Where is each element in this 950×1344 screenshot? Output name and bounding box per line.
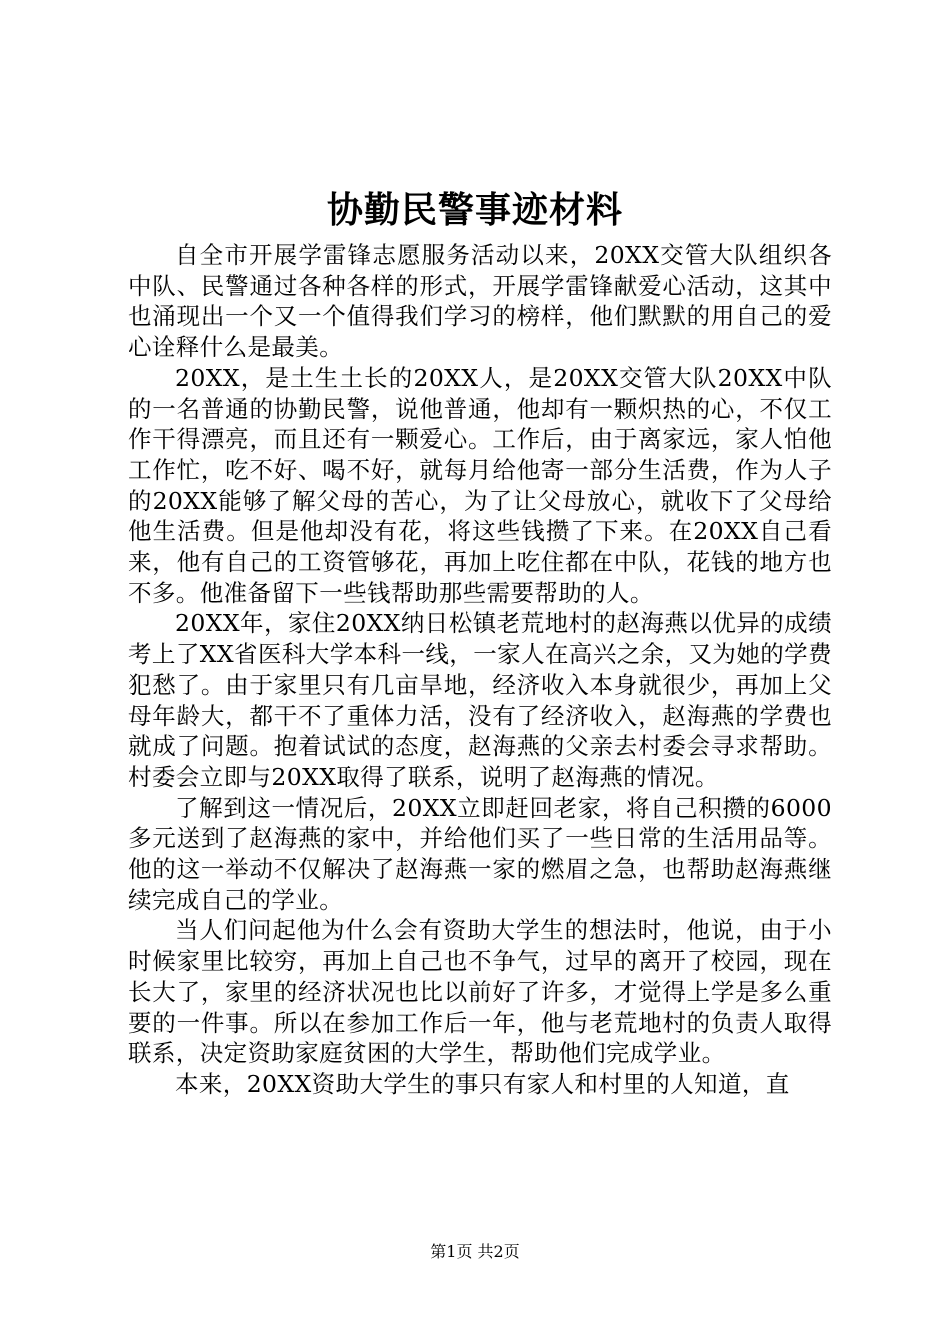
paragraph-5: 当人们问起他为什么会有资助大学生的想法时，他说，由于小时候家里比较穷，再加上自己也不争气，过早的离开了校园，现在长大了，家里的经济状况也比以前好了许多，才觉得上学是多么重要的一件事。所以在参加工作后一年，他与老荒地村的负责人取得联系，决定资助家庭贫困的大学生，帮助他们完成学业。 (128, 916, 832, 1068)
document-title: 协勤民警事迹材料 (326, 189, 623, 231)
document-body (128, 240, 832, 1100)
paragraph-1: 自全市开展学雷锋志愿服务活动以来，20XX交管大队组织各中队、民警通过各种各样的形式，开展学雷锋献爱心活动，这其中也涌现出一个又一个值得我们学习的榜样，他们默默的用自己的爱心诠释什么是最美。 (128, 241, 832, 362)
page-number-footer: 第1页 共2页 (430, 1242, 520, 1261)
paragraph-6: 本来，20XX资助大学生的事只有家人和村里的人知道，直 (175, 1069, 790, 1098)
paragraph-3: 20XX年，家住20XX纳日松镇老荒地村的赵海燕以优异的成绩考上了XX省医科大学本科一线，一家人在高兴之余，又为她的学费犯愁了。由于家里只有几亩旱地，经济收入本身就很少，再加上父母年龄大，都干不了重体力活，没有了经济收入，赵海燕的学费也就成了问题。抱着试试的态度，赵海燕的父亲去村委会寻求帮助。村委会立即与20XX取得了联系，说明了赵海燕的情况。 (128, 609, 832, 791)
paragraph-4: 了解到这一情况后，20XX立即赶回老家，将自己积攒的6000多元送到了赵海燕的家中，并给他们买了一些日常的生活用品等。他的这一举动不仅解决了赵海燕一家的燃眉之急，也帮助赵海燕继续完成自己的学业。 (128, 793, 832, 914)
paragraph-2: 20XX，是土生土长的20XX人，是20XX交管大队20XX中队的一名普通的协勤民警，说他普通，他却有一颗炽热的心，不仅工作干得漂亮，而且还有一颗爱心。工作后，由于离家远，家人怕他工作忙，吃不好、喝不好，就每月给他寄一部分生活费，作为人子的20XX能够了解父母的苦心，为了让父母放心，就收下了父母给他生活费。但是他却没有花，将这些钱攒了下来。在20XX自己看来，他有自己的工资管够花，再加上吃住都在中队，花钱的地方也不多。他准备留下一些钱帮助那些需要帮助的人。 (128, 363, 832, 607)
